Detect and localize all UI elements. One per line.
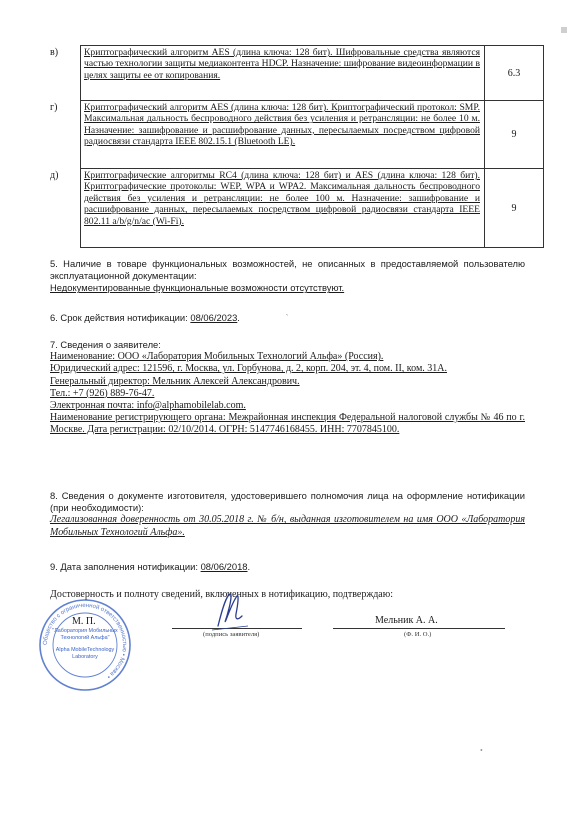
stamp-place-label: М. П. xyxy=(72,616,96,627)
faint-dot: • xyxy=(480,746,483,755)
section-8-heading: 8. Сведения о документе изготовителя, удостоверившего полномочия лица на оформление нотификации (при необходимости): xyxy=(50,490,525,514)
crypto-algorithms-table xyxy=(50,45,544,248)
stamp-line-2: Технологий Альфа" xyxy=(60,635,110,641)
section-7-heading: 7. Сведения о заявителе: xyxy=(50,339,161,350)
applicant-director: Генеральный директор: Мельник Алексей Александрович. xyxy=(50,375,300,387)
faint-mark: ՝ xyxy=(286,313,289,323)
stamp-line-1: "Лаборатория Мобильных xyxy=(52,628,118,634)
section-9-label: 9. Дата заполнения нотификации: xyxy=(50,561,201,572)
section-5-value: Недокументированные функциональные возможности отсутствуют. xyxy=(50,282,345,294)
applicant-email: Электронная почта: info@alphamobilelab.com. xyxy=(50,400,246,412)
row-letter: д) xyxy=(50,170,59,181)
row-number: 9 xyxy=(484,100,544,168)
stamp-ring-text: Общество с ограниченной ответственностью • Москва • xyxy=(42,602,128,680)
table-row xyxy=(50,45,544,100)
section-5-heading: 5. Наличие в товаре функциональных возможностей, не описанных в предоставляемой пользователю эксплуатационной документации: xyxy=(50,258,525,282)
applicant-address: Юридический адрес: 121596, г. Москва, ул. Горбунова, д. 2, корп. 204, эт. 4, пом. II, ком. 31А. xyxy=(50,363,448,375)
applicant-registration: Наименование регистрирующего органа: Межрайонная инспекция Федеральной налоговой службы № 46 по г. Москве. Дата регистрации: 02/10/2014. ОГРН: 5147746168455. ИНН: 7707845100. xyxy=(50,412,525,436)
stamp-line-4: Laboratory xyxy=(72,654,98,660)
corner-mark-icon xyxy=(560,26,568,34)
section-6-label: 6. Срок действия нотификации: xyxy=(50,312,191,323)
signature-caption: (подпись заявителя) xyxy=(203,631,260,638)
applicant-name: Наименование: ООО «Лаборатория Мобильных Технологий Альфа» (Россия). xyxy=(50,351,384,363)
row-number: 6.3 xyxy=(484,45,544,100)
row-description: Криптографический алгоритм AES (длина ключа: 128 бит). Шифровальные средства являются частью технологии защиты медиаконтента HDCP. Назначение: шифрование видеоинформации в целях защиты ее от копирования. xyxy=(80,45,484,100)
table-row xyxy=(50,168,544,248)
svg-text:Общество с ограниченной ответс xyxy=(43,603,127,679)
table-row xyxy=(50,100,544,168)
row-description: Криптографические алгоритмы RC4 (длина ключа: 128 бит) и AES (длина ключа: 128 бит). Криптографические протоколы: WEP, WPA и WPA2. Максимальная дальность беспроводного действия без усиления и ретрансляции: не более 100 м. Назначение: зашифрование и расшифрование данных, пересылаемых посредством цифровой радиосвязи стандарта IEEE 802.11 a/b/g/n/ac (Wi-Fi). xyxy=(80,168,484,248)
name-caption: (Ф. И. О.) xyxy=(404,631,432,638)
row-number: 9 xyxy=(484,168,544,248)
name-line xyxy=(333,628,505,629)
section-8-value: Легализованная доверенность от 30.05.2018 г. № б/н, выданная изготовителем на имя ООО «Лаборатория Мобильных Технологий Альфа». xyxy=(50,514,525,538)
handwritten-signature-icon xyxy=(204,590,252,632)
section-7 xyxy=(50,339,525,437)
confirmation-text: Достоверность и полноту сведений, включенных в нотификацию, подтверждаю: xyxy=(50,589,393,600)
company-stamp xyxy=(38,598,132,692)
section-6: 6. Срок действия нотификации: 08/06/2023. xyxy=(50,312,240,323)
row-letter: г) xyxy=(50,102,58,113)
section-9: 9. Дата заполнения нотификации: 08/06/2018. xyxy=(50,561,251,572)
stamp-line-3: Alpha MobileTechnology xyxy=(55,647,115,653)
row-description: Криптографический алгоритм AES (длина ключа: 128 бит). Криптографический протокол: SMP. Максимальная дальность беспроводного действия без усиления и ретрансляции: не более 10 м. Назначение: зашифрование и расшифрование данных, пересылаемых посредством цифровой радиосвязи стандарта IEEE 802.15.1 (Bluetooth LE). xyxy=(80,100,484,168)
fill-date: 08/06/2018 xyxy=(200,561,248,572)
signer-name: Мельник А. А. xyxy=(375,615,438,626)
applicant-phone: Тел.: +7 (926) 889-76-47. xyxy=(50,387,155,399)
row-letter: в) xyxy=(50,47,59,58)
stamp-ring-icon xyxy=(38,598,132,692)
section-5 xyxy=(50,258,525,295)
section-8 xyxy=(50,490,525,539)
notification-validity-date: 08/06/2023 xyxy=(190,312,238,323)
